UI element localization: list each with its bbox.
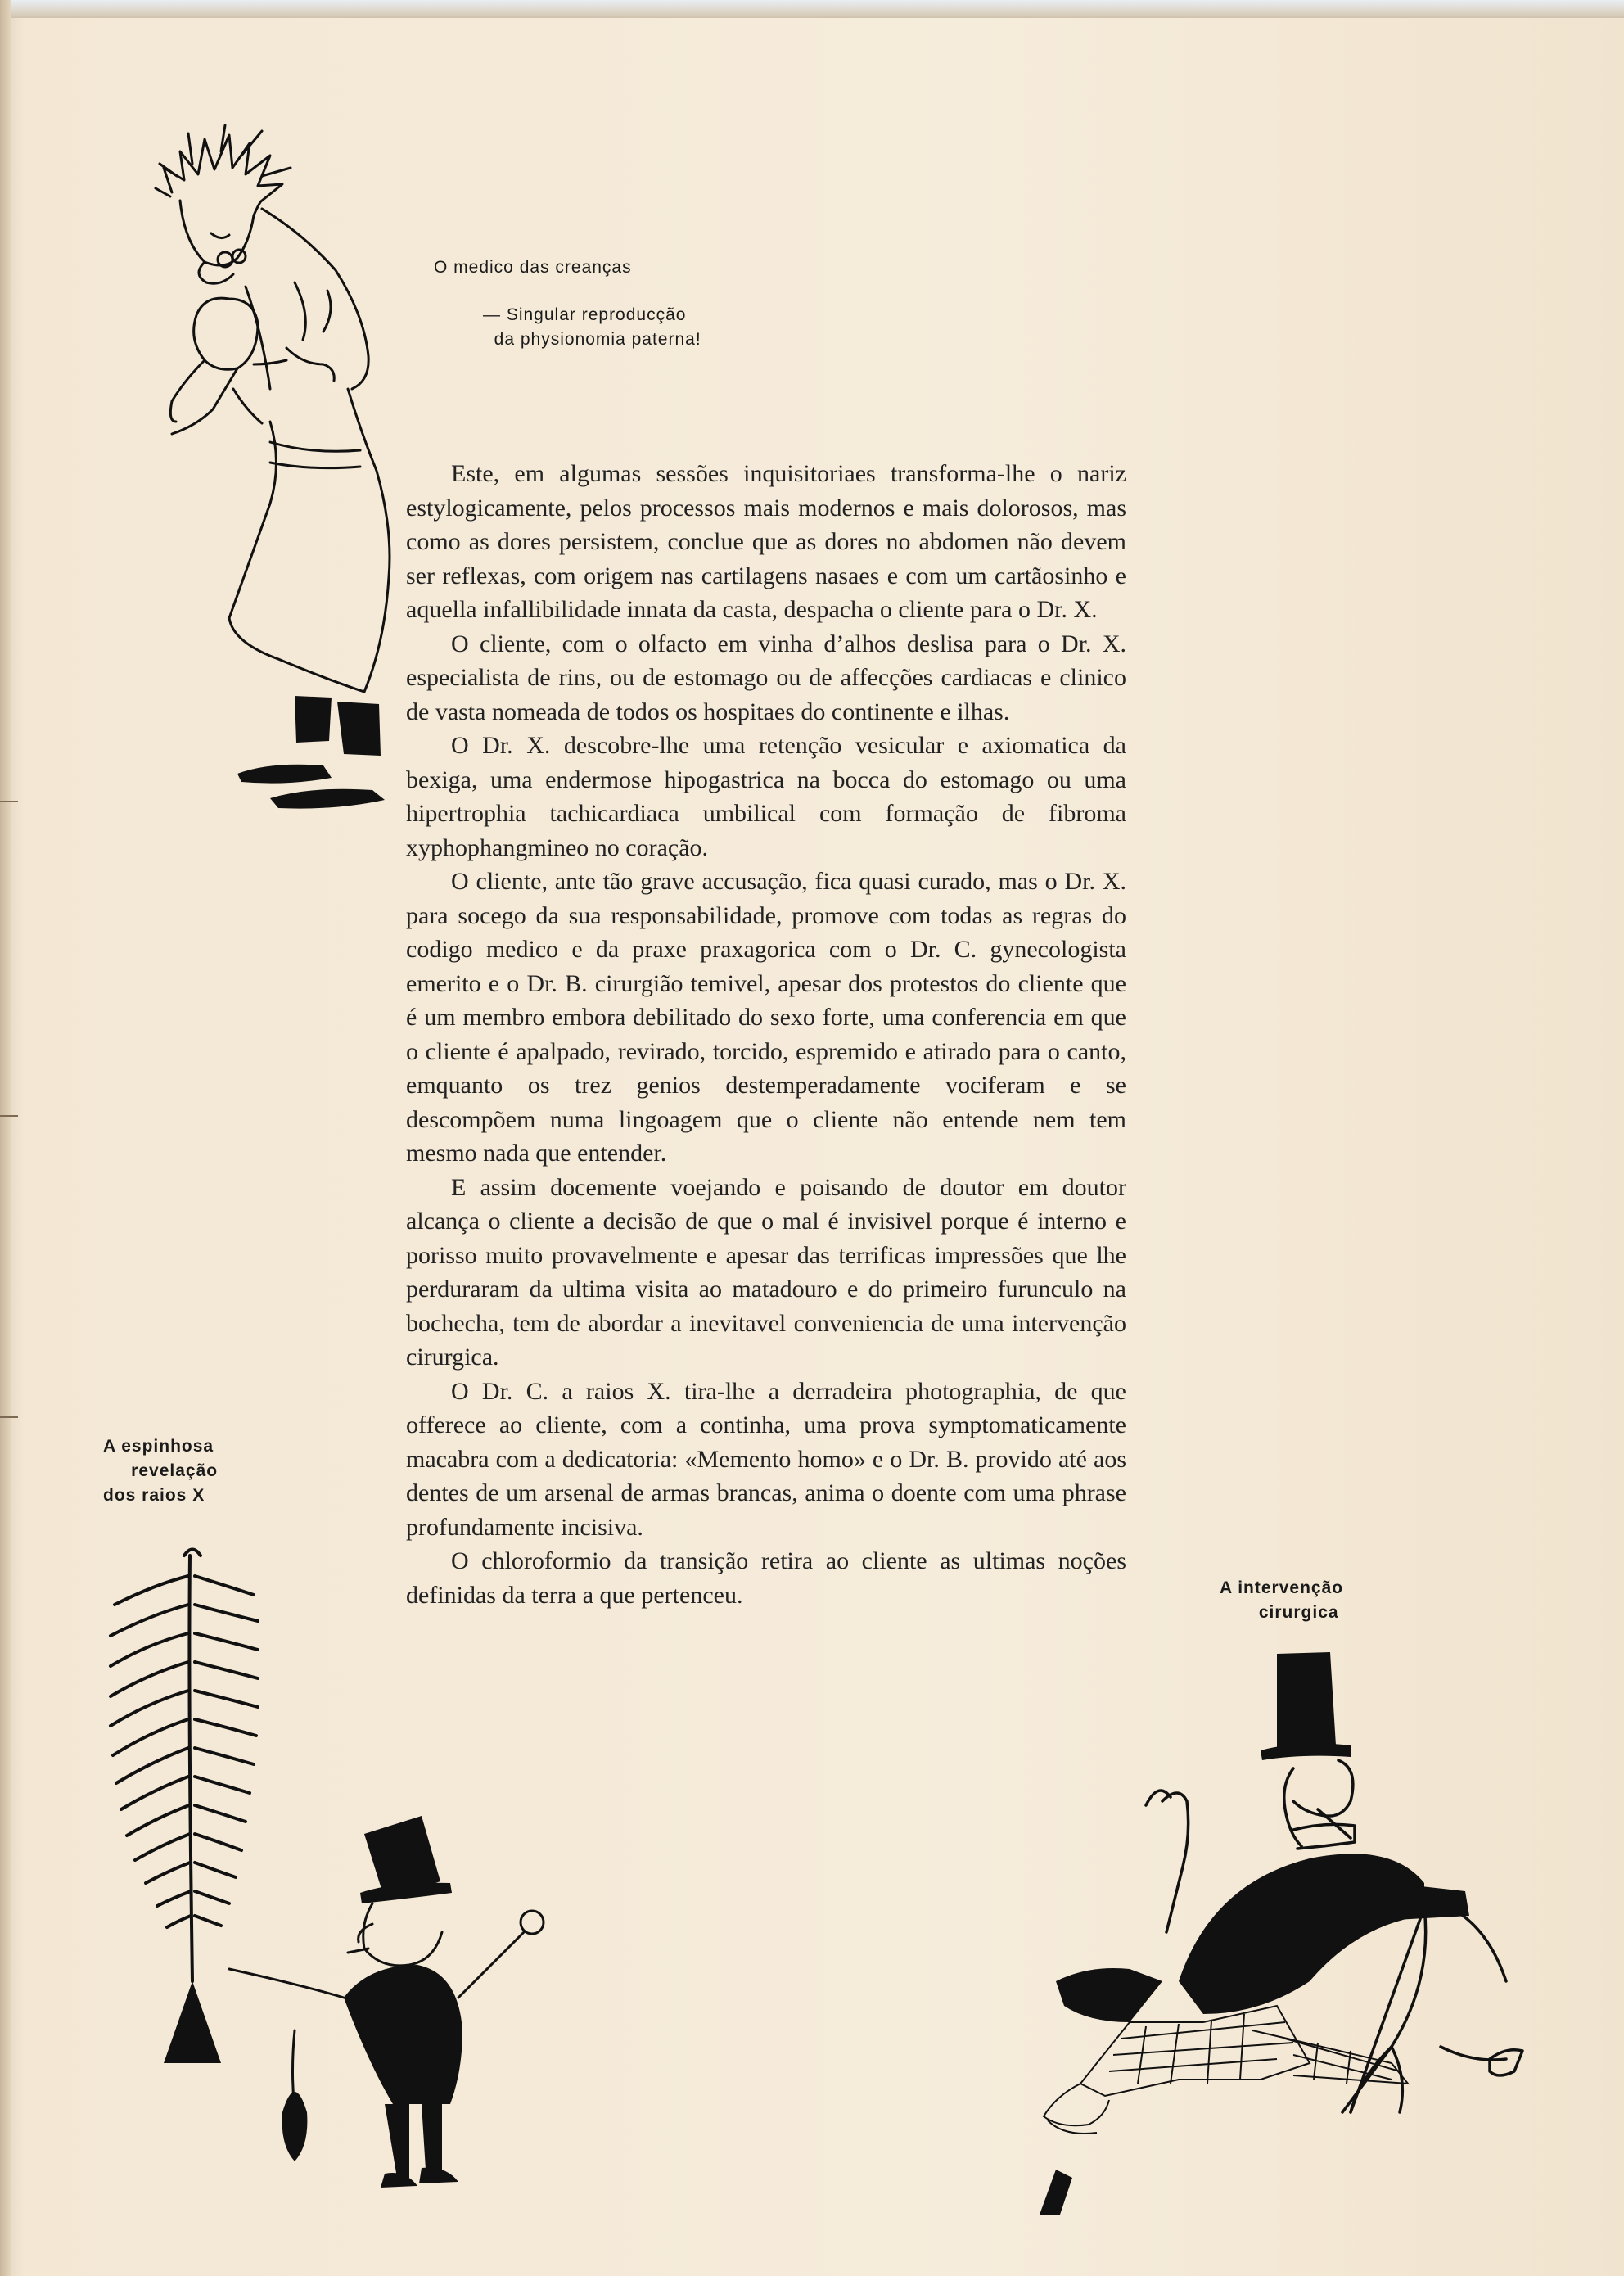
xray-skeleton-illustration — [98, 1539, 557, 2194]
doctor-with-baby-illustration — [147, 119, 409, 823]
article-paragraph: O cliente, ante tão grave accusação, fica quasi curado, mas o Dr. X. para socego da sua responsabilidade, promove com todas as regras do codigo medico e da praxe praxagorica com o Dr. C. gynecologista emerito e o Dr. B. cirurgião temivel, apesar dos protestos do cliente que é um membro embora debilitado do sexo forte, uma conferencia em que o cliente é apalpado, revirado, torcido, espremido e atirado para o canto, emquanto os trez genios destemperadamente vociferam e se descompõem numa lingoagem que o cliente não entende nem tem mesmo nada que entender. — [406, 868, 1126, 1167]
binding-mark — [0, 801, 18, 802]
article-paragraph: O chloroformio da transição retira ao cliente as ultimas noções definidas da terra a que pertenceu. — [406, 1547, 1126, 1609]
article-paragraph: Este, em algumas sessões inquisitoriaes transforma-lhe o nariz estylogicamente, pelos processos mais modernos e mais dolorosos, mas como as dores persistem, conclue que as dores no abdomen não devem ser reflexas, com origem nas cartilagens nasaes e com um cartãosinho e aquella infallibilidade innata da casta, despacha o cliente para o Dr. X. — [406, 460, 1126, 623]
binding-mark — [0, 1416, 18, 1418]
doctor-children-caption: O medico das creanças — [434, 258, 632, 277]
surgery-illustration — [966, 1637, 1539, 2227]
xray-caption: A espinhosa revelação dos raios X — [103, 1437, 219, 1505]
surgery-caption: A intervenção cirurgica — [1220, 1578, 1344, 1622]
article-paragraph: O Dr. C. a raios X. tira-lhe a derradeira photographia, de que offerece ao cliente, com a continha, uma prova symptomaticamente macabra com a dedicatoria: «Memento homo» e o Dr. B. provido até aos dentes de um arsenal de armas brancas, anima o doente com uma phrase profundamente incisiva. — [406, 1377, 1126, 1541]
article-paragraph: O Dr. X. descobre-lhe uma retenção vesicular e axiomatica da bexiga, uma endermose hipogastrica na bocca do estomago ou uma hipertrophia tachicardiaca umbilical com formação de fibroma xyphophangmineo no coração. — [406, 732, 1126, 861]
binding-mark — [0, 1115, 18, 1117]
article-paragraph: O cliente, com o olfacto em vinha d’alhos deslisa para o Dr. X. especialista de rins, ou de estomago ou de affecções cardiacas e clinico de vasta nomeada de todos os hospitaes do continente e ilhas. — [406, 630, 1126, 725]
page-top-edge — [0, 0, 1624, 18]
page-binding-edge — [0, 0, 11, 2276]
doctor-children-quote: — Singular reproducção da physionomia paterna! — [483, 305, 701, 349]
article-body — [406, 457, 1126, 1612]
article-paragraph: E assim docemente voejando e poisando de doutor em doutor alcança o cliente a decisão de que o mal é invisivel porque é interno e porisso muito provavelmente e apesar das terrificas impressões que lhe perduraram da ultima visita ao matadouro e do primeiro furunculo na bochecha, tem de abordar a inevitavel conveniencia de uma intervenção cirurgica. — [406, 1173, 1126, 1371]
